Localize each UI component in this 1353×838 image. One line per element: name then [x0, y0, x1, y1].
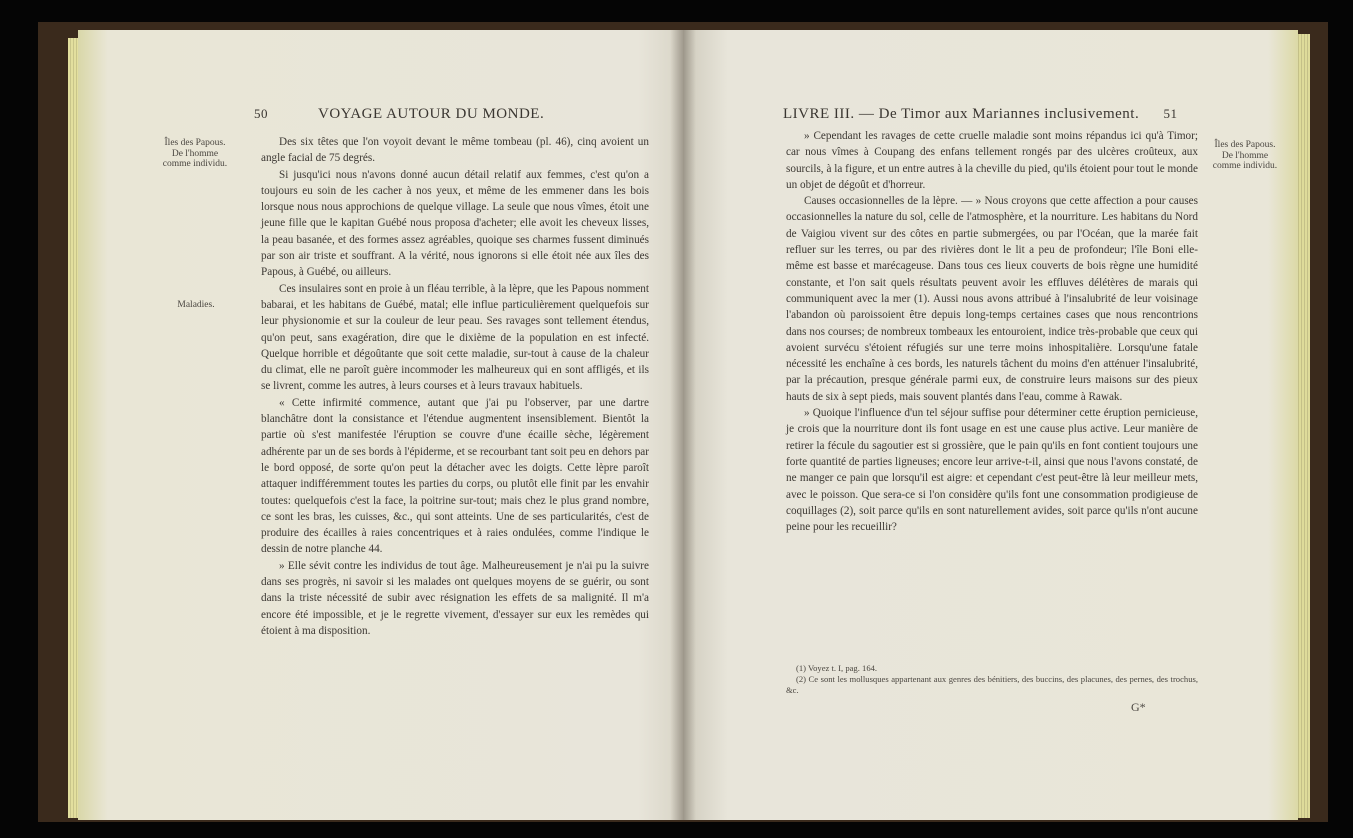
footnote: (2) Ce sont les mollusques appartenant aux genres des bénitiers, des buccins, des placunes, des pernes, des trochus, &c. [786, 674, 1198, 695]
left-page [78, 30, 683, 820]
right-running-title: LIVRE III. — De Timor aux Mariannes inclusivement. [783, 106, 1140, 122]
footnotes [786, 663, 1198, 696]
right-page [683, 30, 1298, 820]
left-running-title: VOYAGE AUTOUR DU MONDE. [317, 106, 545, 122]
paragraph: » Cependant les ravages de cette cruelle maladie sont moins répandus ici qu'à Timor; car nous vîmes à Coupang des enfans tellement rongés par des ulcères croûteux, aux sourcils, à la figure, et un entre autres à la cheville du pied, qu'ils étoient pour tout le monde un objet de dégoût et d'horreur. [786, 130, 1198, 191]
paragraph: Causes occasionnelles de la lèpre. — » Nous croyons que cette affection a pour causes occasionnelles la nature du sol, celle de l'atmosphère, et la nourriture. Les habitans du Nord de Vaigiou vivent sur des côtes en partie submergées, ou par l'Océan, que la marée fait refluer sur les terres, ou par des rivières dont le lit a peu de profondeur; l'île Boni elle-même est basse et marécageuse. Dans tous ces lieux couverts de bois règne une humidité constante, et l'on sait quels résultats peuvent avoir les effluves délétères de marais qui communiquent avec la mer (1). Aussi nous avons attribué à l'insalubrité de leur voisinage l'abandon où paroissoient être depuis long-temps certaines cases que nous rencontrions dans nos courses; de nombreux tombeaux les entouroient, indice très-probable que ceux qui avoient survécu s'étoient réfugiés sur une terre moins inhospitalière. Lorsqu'une fatale nécessité les enchaîne à ces bords, les naturels tâchent du moins d'en atténuer l'insalubrité, par la précaution, presque générale parmi eux, de construire leurs maisons sur des pieux hauts de six à sept pieds, mais souvent plantés dans l'eau, comme à Rawak. [786, 195, 1198, 403]
left-page-number: 50 [254, 106, 268, 121]
paragraph: « Cette infirmité commence, autant que j'ai pu l'observer, par une dartre blanchâtre dont la consistance et l'étendue augmentent insensiblement. Bientôt la partie où s'est manifestée l'éruption se couvre d'une écaille sèche, légèrement adhérente par un de ses bords à l'épiderme, et se recourbant tant soit peu en dehors par le bord opposé, de sorte qu'on peut la détacher avec les doigts. Cette lèpre paroît attaquer indifféremment toutes les parties du corps, ou plutôt elle finit par les envahir toutes: quelquefois c'est la face, la poitrine sur-tout; mais chez le plus grand nombre, ce sont les bras, les cuisses, &c., qui sont atteints. Une de ses particularités, c'est de produire des écailles à raies concentriques et à raies ondulées, comme l'indique le dessin de notre planche 44. [261, 396, 649, 556]
margin-note-papous-right: Îles des Papous. De l'homme comme individu. [1212, 140, 1278, 171]
paragraph: Si jusqu'ici nous n'avons donné aucun détail relatif aux femmes, c'est qu'on a toujours eu soin de les cacher à nos yeux, et même de les emmener dans les bois lorsque nous nous approchions de quelque village. La seule que nous vîmes, étoit une jeune fille que le kapitan Guébé nous proposa d'acheter; elle avoit les cheveux lisses, la peau basanée, et des formes assez agréables, quoique ses charmes fussent diminués par son air triste et souffrant. A la vérité, nous ignorons si elle étoit née aux îles des Papous, à Guébé, ou ailleurs. [261, 168, 649, 279]
paragraph: Des six têtes que l'on voyoit devant le même tombeau (pl. 46), cinq avoient un angle facial de 75 degrés. [261, 136, 649, 165]
paragraph: » Elle sévit contre les individus de tout âge. Malheureusement je n'ai pu la suivre dans ses progrès, ni savoir si les malades ont quelques moyens de se guérir, ou sont dans la triste nécessité de subir avec résignation les effets de sa malignité. Il m'a encore été impossible, et je le regrette vivement, d'essayer sur eux les remèdes qui étoient à ma disposition. [261, 559, 649, 637]
left-body-text [261, 134, 649, 639]
margin-note-maladies: Maladies. [177, 300, 215, 310]
paragraph: » Quoique l'influence d'un tel séjour suffise pour déterminer cette éruption pernicieuse, je crois que la nourriture dont ils font usage en est une cause plus active. Leur manière de retirer la fécule du sagoutier est si grossière, que le pain qu'ils en font contient toujours une forte quantité de parties ligneuses; encore leur arrive-t-il, ainsi que nous l'avons constaté, de ne manger ce pain que lorsqu'il est aigre: et cependant c'est peut-être là leur meilleur mets, avec le poisson. Que sera-ce si l'on considère qu'ils font une consommation prodigieuse de coquillages (2), soit parce qu'ils en sont naturellement avides, soit parce qu'ils n'ont aucune peine pour les recueillir? [786, 407, 1198, 534]
paragraph: Ces insulaires sont en proie à un fléau terrible, à la lèpre, que les Papous nomment babarai, et les habitans de Guébé, matal; elle influe particulièrement quelquefois sur leur physionomie et sur la couleur de leur peau. Ses ravages sont tellement étendus, qu'on peut, sans exagération, dire que le dixième de la population en est infecté. Quelque horrible et dégoûtante que soit cette maladie, sur-tout à cause de la chaleur du climat, elle ne paroît guère incommoder les malheureux qui en sont affligés, et ils se livrent, comme les autres, à leurs courses et à leurs travaux habituels. [261, 282, 649, 393]
book-gutter [670, 30, 696, 820]
page-edges-right [1296, 34, 1310, 818]
right-body-text [786, 128, 1198, 535]
left-running-head [254, 106, 544, 123]
footnote: (1) Voyez t. I, pag. 164. [796, 663, 878, 673]
margin-note-papous: Îles des Papous. De l'homme comme individu. [162, 138, 228, 169]
book-spread [38, 22, 1328, 822]
signature-mark: G* [1131, 700, 1146, 714]
right-running-head [783, 106, 1177, 123]
right-page-number: 51 [1163, 106, 1178, 121]
